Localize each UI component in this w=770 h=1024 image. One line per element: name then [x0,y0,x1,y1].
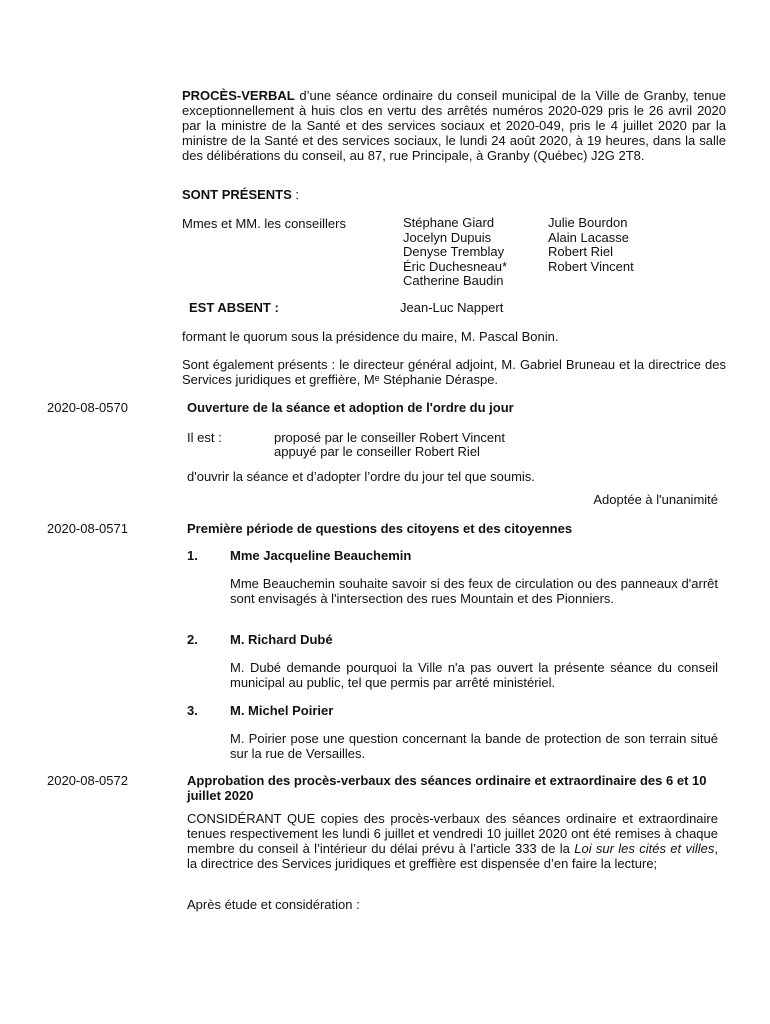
absent-label: EST ABSENT : [189,300,279,315]
resolution-number: 2020-08-0572 [47,773,128,788]
resolution-title: Ouverture de la séance et adoption de l'ordre du jour [187,400,514,415]
intro-paragraph [182,88,726,163]
councillor: Julie Bourdon [548,215,628,230]
presents-heading [182,187,299,202]
presents-heading-suffix: : [291,187,300,202]
resolution-title: Première période de questions des citoyens et des citoyennes [187,521,573,536]
intro-text: d’une séance ordinaire du conseil municipal de la Ville de Granby, tenue exceptionnellement à huis clos en vertu des arrêtés numéros 2020-029 pris le 26 avril 2020 par la ministre de la Santé et des services sociaux et 2020-049, pris le 4 juillet 2020 par la ministre de la Santé et des services sociaux, le lundi 24 août 2020, à 19 heures, dans la salle des délibérations du conseil, au 87, rue Principale, à Granby (Québec) J2G 2T8. [182,88,726,163]
councillor: Denyse Tremblay [403,244,505,259]
resolution-number: 2020-08-0571 [47,521,128,536]
propose-text: proposé par le conseiller Robert Vincent [274,430,506,445]
question-number: 2. [187,632,198,647]
question-text: M. Dubé demande pourquoi la Ville n'a pas ouvert la présente séance du conseil municipal au public, tel que permis par arrêté ministériel. [230,660,718,690]
question-number: 1. [187,548,198,563]
apres-etude-text: Après étude et considération : [187,897,360,912]
presents-label: Mmes et MM. les conseillers [182,216,346,231]
il-est-label: Il est : [187,430,222,445]
intro-bold: PROCÈS-VERBAL [182,88,295,103]
presents-heading-text: SONT PRÉSENTS [182,187,292,202]
presents-col1 [403,216,507,289]
question-text: Mme Beauchemin souhaite savoir si des feux de circulation ou des panneaux d'arrêt sont envisagés à l'intersection des rues Mountain et des Pionniers. [230,576,718,606]
considerant-paragraph [187,811,718,871]
also-present-text: Sont également présents : le directeur général adjoint, M. Gabriel Bruneau et la directrice des Services juridiques et greffière, Mᵉ Stéphanie Déraspe. [182,357,726,387]
law-title: Loi sur les cités et villes [574,841,715,856]
councillor: Catherine Baudin [403,273,504,288]
councillor: Alain Lacasse [548,229,629,245]
resolution-number: 2020-08-0570 [47,400,128,415]
councillor: Robert Riel [548,244,614,259]
presents-col2 [548,216,634,274]
adopted-text: Adoptée à l'unanimité [593,492,718,507]
considerant-text: CONSIDÉRANT QUE copies des procès-verbaux des séances ordinaire et extraordinaire tenues respectivement les lundi 6 juillet et vendredi 10 juillet 2020 ont été remises à chaque membre du conseil à l’intérieur du délai prévu à l’article 333 de la [187,811,718,856]
appuye-text: appuyé par le conseiller Robert Riel [274,444,480,459]
councillor: Robert Vincent [548,258,634,274]
quorum-text: formant le quorum sous la présidence du maire, M. Pascal Bonin. [182,329,559,344]
resolution-body: d'ouvrir la séance et d’adopter l’ordre du jour tel que soumis. [187,469,535,484]
question-number: 3. [187,703,198,718]
councillor: Jocelyn Dupuis [403,229,492,245]
councillor: Stéphane Giard [403,215,495,230]
absent-name: Jean-Luc Nappert [400,300,504,315]
question-citizen-name: Mme Jacqueline Beauchemin [230,548,412,563]
question-citizen-name: M. Michel Poirier [230,703,334,718]
question-text: M. Poirier pose une question concernant la bande de protection de son terrain situé sur la rue de Versailles. [230,731,718,761]
question-citizen-name: M. Richard Dubé [230,632,333,647]
resolution-title: Approbation des procès-verbaux des séances ordinaire et extraordinaire des 6 et 10 juillet 2020 [187,773,707,803]
considerant-text-end: , la directrice des Services juridiques et greffière est dispensée d’en faire la lecture; [187,841,718,871]
councillor: Éric Duchesneau* [403,258,508,274]
